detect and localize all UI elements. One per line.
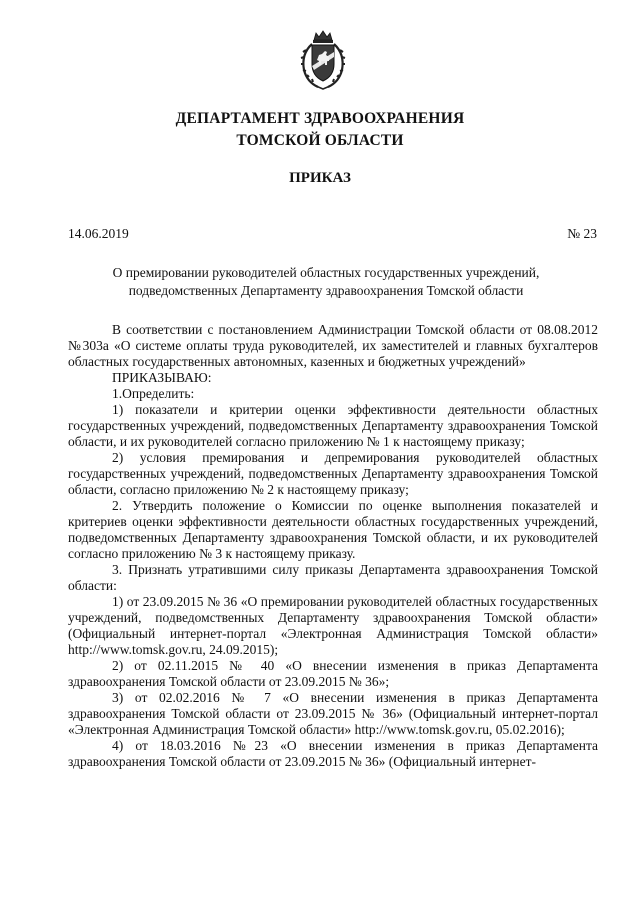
department-subtitle: ТОМСКОЙ ОБЛАСТИ: [236, 132, 404, 149]
clause-paragraph: 1.Определить:: [112, 386, 195, 401]
clause-paragraph: 1) показатели и критерии оценки эффективности деятельности областных государственных учреждений, подведомственных Департаменту здравоохранения Томской области, и их руководителей согласно приложению № 1 к настоящему приказу;: [68, 402, 598, 449]
clause-paragraph: 4) от 18.03.2016 №23 «О внесении изменения в приказ Департамента здравоохранения Томской области от 23.09.2015 № 36» (Официальный интернет-: [68, 738, 598, 769]
document-type-title: ПРИКАЗ: [289, 170, 351, 186]
clause-paragraph: 2. Утвердить положение о Комиссии по оценке выполнения показателей и критериев оценки эффективности деятельности областных государственных учреждений, подведомственных Департаменту здравоохранения Томской области, и их руководителей согласно приложению № 3 к настоящему приказу.: [68, 498, 598, 561]
coat-of-arms-icon: [298, 30, 348, 90]
order-date: 14.06.2019: [68, 226, 129, 241]
preamble-paragraph: В соответствии с постановлением Администрации Томской области от 08.08.2012 №303а «О системе оплаты труда руководителей, их заместителей и главных бухгалтеров областных государственных автономных, казенных и бюджетных учреждений»: [68, 322, 598, 369]
clause-paragraph: 3. Признать утратившими силу приказы Департамента здравоохранения Томской области:: [68, 562, 598, 593]
order-subject: [60, 264, 592, 300]
order-number: № 23: [567, 226, 597, 241]
clause-paragraph: 2) от 02.11.2015 № 40 «О внесении изменения в приказ Департамента здравоохранения Томской области от 23.09.2015 № 36»;: [68, 658, 598, 689]
subject-line: О премировании руководителей областных государственных учреждений,: [112, 265, 540, 280]
order-body: [68, 322, 598, 770]
subject-line: подведомственных Департаменту здравоохранения Томской области: [128, 283, 524, 298]
clause-paragraph: 3) от 02.02.2016 № 7 «О внесении изменения в приказ Департамента здравоохранения Томской области от 23.09.2015 № 36» (Официальный интернет-портал «Электронная Администрация Томской области» http://www.tomsk.gov.ru, 05.02.2016);: [68, 690, 598, 737]
department-title: ДЕПАРТАМЕНТ ЗДРАВООХРАНЕНИЯ: [175, 110, 465, 127]
clause-paragraph: 1) от 23.09.2015 № 36 «О премировании руководителей областных государственных учреждений, подведомственных Департаменту здравоохранения Томской области» (Официальный интернет-портал «Электронная Администрация Томской области» http://www.tomsk.gov.ru, 24.09.2015);: [68, 594, 598, 657]
order-command: ПРИКАЗЫВАЮ:: [112, 370, 212, 385]
clause-paragraph: 2) условия премирования и депремирования руководителей областных государственных учреждений, подведомственных Департаменту здравоохранения Томской области, согласно приложению № 2 к настоящему приказу;: [68, 450, 598, 497]
